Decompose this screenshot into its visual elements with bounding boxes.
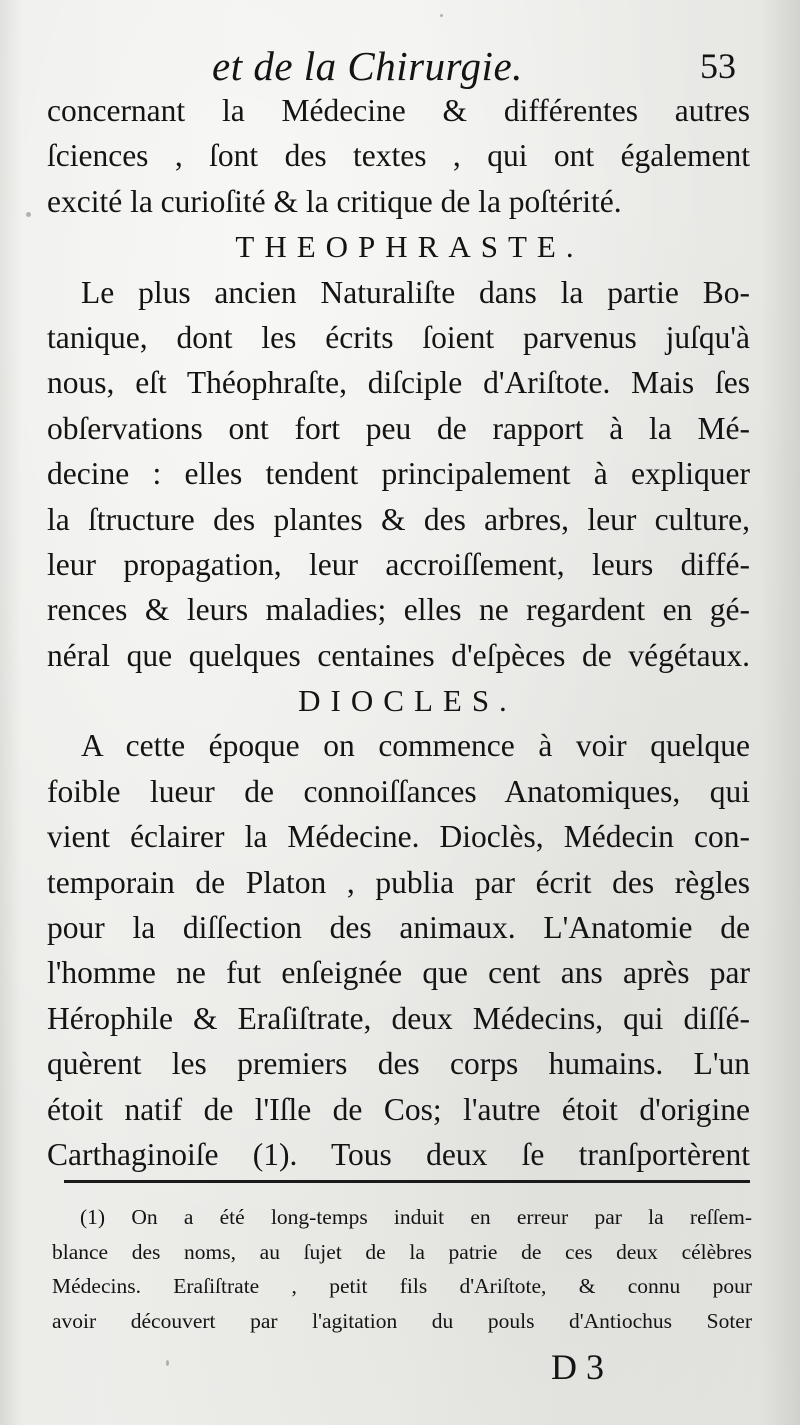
text-line: leur propagation, leur accroiſſement, leurs diffé-: [47, 546, 750, 582]
text-line: temporain de Platon , publia par écrit des règles: [47, 864, 750, 900]
footnote-line: Médecins. Eraſiſtrate , petit fils d'Ariſtote, & connu pour: [52, 1274, 752, 1298]
text-line: vient éclairer la Médecine. Dioclès, Médecin con-: [47, 819, 750, 855]
text-line: étoit natif de l'Iſle de Cos; l'autre étoit d'origine: [47, 1091, 750, 1127]
paper-speck: [440, 14, 443, 17]
footnote-line: avoir découvert par l'agitation du pouls d'Antiochus Soter: [52, 1308, 752, 1333]
footnote-line: (1) On a été long-temps induit en erreur par la reſſem-: [80, 1205, 752, 1229]
text-line: decine : elles tendent principalement à expliquer: [47, 456, 750, 492]
text-line: rences & leurs maladies; elles ne regardent en gé-: [47, 592, 750, 628]
footnote-rule: [64, 1180, 750, 1183]
text-line: nous, eſt Théophraſte, diſciple d'Ariſtote. Mais ſes: [47, 365, 750, 401]
paper-speck: [166, 1360, 169, 1366]
section-heading-diocles: DIOCLES.: [298, 683, 517, 719]
text-line: la ſtructure des plantes & des arbres, leur culture,: [47, 501, 750, 537]
page-number: 53: [700, 46, 736, 86]
paper-speck: [26, 212, 31, 217]
text-line: pour la diſſection des animaux. L'Anatomie de: [47, 910, 750, 946]
text-line: Hérophile & Eraſiſtrate, deux Médecins, qui diſſé-: [47, 1000, 750, 1036]
text-line: foible lueur de connoiſſances Anatomiques, qui: [47, 773, 750, 809]
text-line: A cette époque on commence à voir quelque: [81, 728, 750, 764]
text-line: excité la curioſité & la critique de la poſtérité.: [47, 183, 622, 219]
text-line: Le plus ancien Naturaliſte dans la partie Bo-: [81, 274, 750, 310]
text-line: quèrent les premiers des corps humains. L'un: [47, 1046, 750, 1082]
section-heading-theophraste: THEOPHRASTE.: [235, 229, 584, 265]
text-line: l'homme ne fut enſeignée que cent ans après par: [47, 955, 750, 991]
text-line: obſervations ont fort peu de rapport à la Mé-: [47, 410, 750, 446]
page-header: [0, 40, 800, 92]
text-line: néral que quelques centaines d'eſpèces de végétaux.: [47, 637, 750, 673]
footnote-line: blance des noms, au ſujet de la patrie de ces deux célèbres: [52, 1239, 752, 1264]
text-line: Carthaginoiſe (1). Tous deux ſe tranſportèrent: [47, 1136, 750, 1172]
text-line: concernant la Médecine & différentes autres: [47, 93, 750, 128]
text-line: tanique, dont les écrits ſoient parvenus juſqu'à: [47, 319, 750, 355]
footnote: [52, 1200, 752, 1338]
signature-mark: D 3: [551, 1347, 604, 1387]
running-title: et de la Chirurgie.: [212, 43, 523, 89]
main-text: [47, 88, 750, 1177]
text-line: ſciences , ſont des textes , qui ont également: [47, 138, 750, 174]
